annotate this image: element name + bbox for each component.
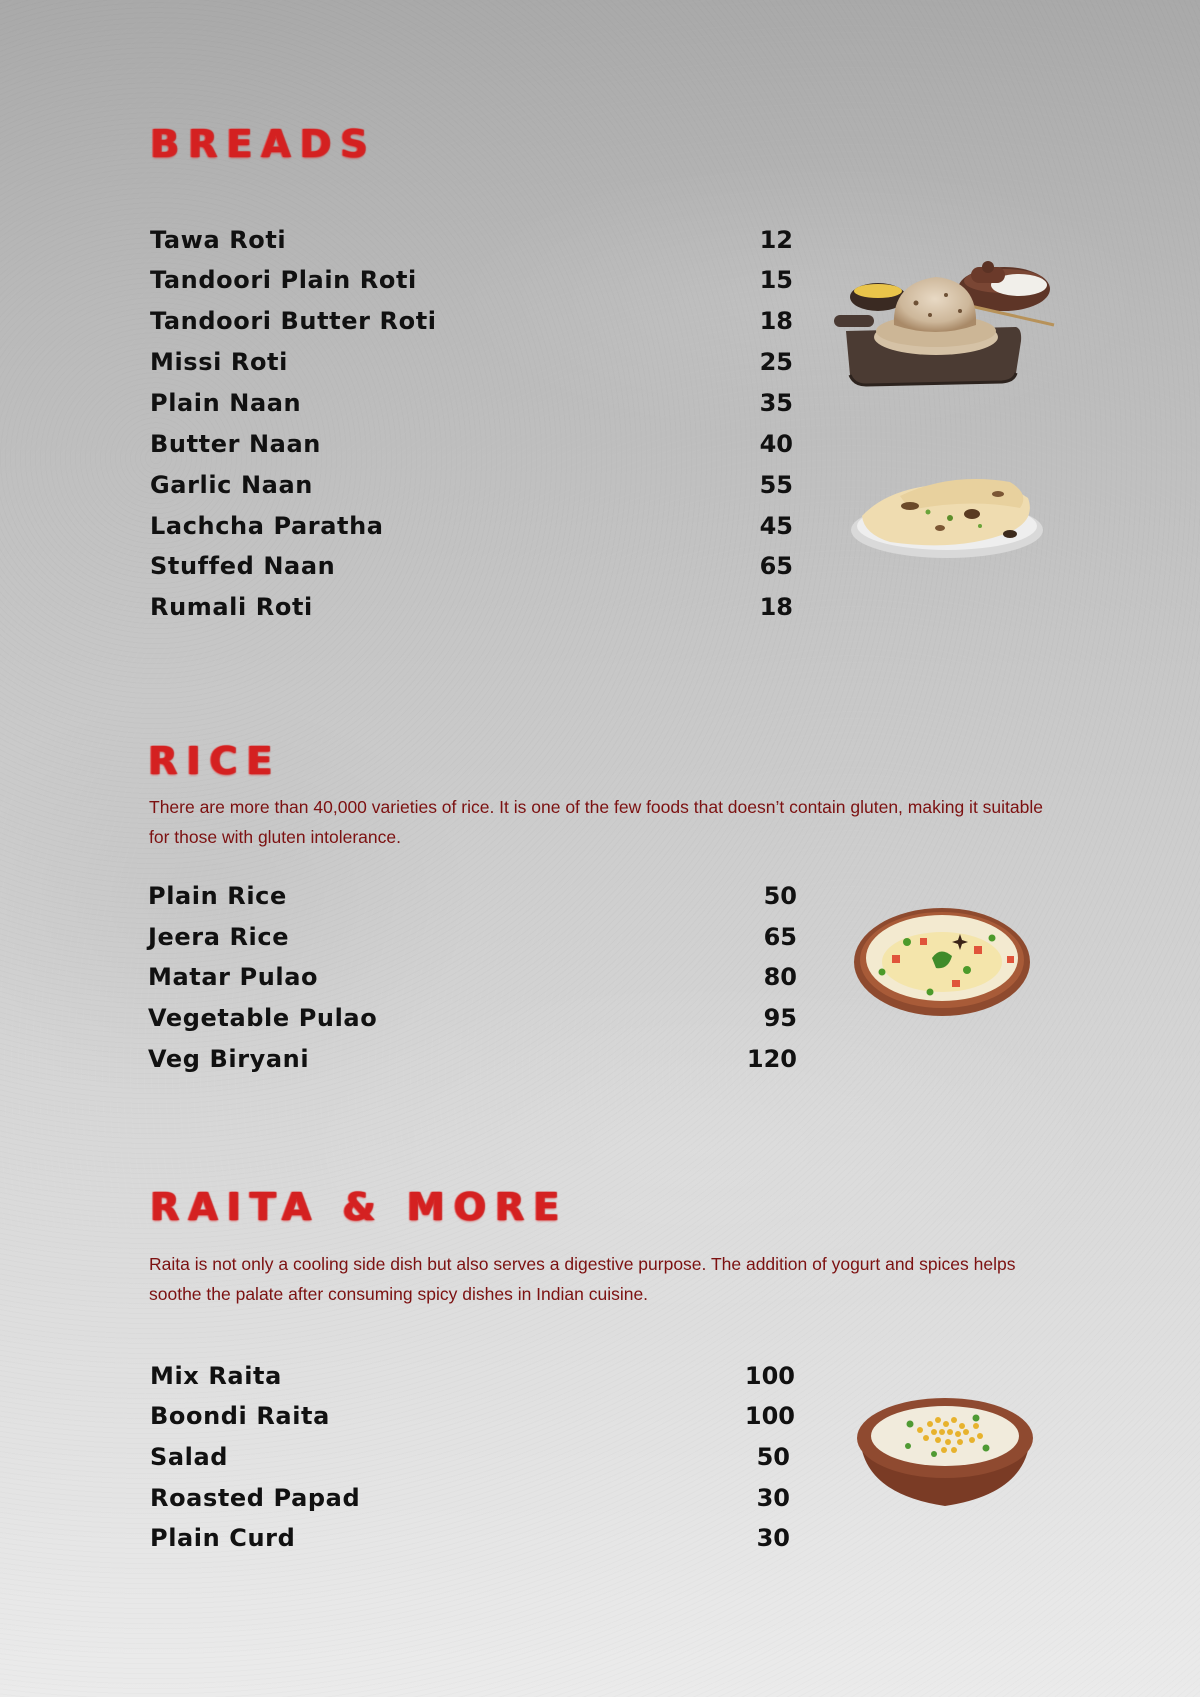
item-name: Mix Raita <box>150 1362 282 1390</box>
section-description-raita: Raita is not only a cooling side dish but also serves a digestive purpose. The addition of yogurt and spices helps soothe the palate after consuming spicy dishes in Indian cuisine. <box>149 1254 1016 1304</box>
menu-item <box>150 1520 790 1556</box>
section-title-breads: BREADS <box>150 122 377 166</box>
menu-item <box>150 467 793 503</box>
item-price: 95 <box>763 1004 797 1032</box>
menu-item <box>150 222 793 258</box>
item-price: 55 <box>759 471 793 499</box>
item-price: 35 <box>759 389 793 417</box>
item-price: 50 <box>756 1443 790 1471</box>
item-name: Boondi Raita <box>150 1402 330 1430</box>
menu-item <box>148 878 797 914</box>
item-name: Butter Naan <box>150 430 321 458</box>
item-price: 30 <box>756 1524 790 1552</box>
item-name: Jeera Rice <box>148 923 290 951</box>
item-price: 45 <box>759 512 793 540</box>
item-name: Stuffed Naan <box>150 552 336 580</box>
menu-item <box>150 1480 790 1516</box>
item-price: 18 <box>759 593 793 621</box>
item-name: Roasted Papad <box>150 1484 361 1512</box>
section-title-raita: RAITA & MORE <box>150 1185 569 1229</box>
section-title-rice: RICE <box>148 739 282 783</box>
menu-item <box>150 344 793 380</box>
item-price: 65 <box>763 923 797 951</box>
menu-item <box>148 1000 797 1036</box>
item-price: 15 <box>759 266 793 294</box>
item-name: Tawa Roti <box>150 226 287 254</box>
menu-item <box>150 385 793 421</box>
item-name: Garlic Naan <box>150 471 313 499</box>
item-price: 12 <box>759 226 793 254</box>
item-price: 40 <box>759 430 793 458</box>
item-price: 65 <box>759 552 793 580</box>
roti-on-board-photo <box>826 255 1066 395</box>
menu-item <box>150 303 793 339</box>
menu-item <box>150 589 793 625</box>
section-description-rice: There are more than 40,000 varieties of rice. It is one of the few foods that doesn’t contain gluten, making it suitable for those with gluten intolerance. <box>149 797 1043 847</box>
item-name: Plain Rice <box>148 882 287 910</box>
item-price: 120 <box>746 1045 797 1073</box>
menu-item <box>148 919 797 955</box>
item-name: Tandoori Butter Roti <box>150 307 437 335</box>
item-name: Tandoori Plain Roti <box>150 266 417 294</box>
menu-item <box>150 1439 790 1475</box>
item-name: Rumali Roti <box>150 593 313 621</box>
menu-item <box>150 262 793 298</box>
item-name: Vegetable Pulao <box>148 1004 378 1032</box>
naan-plate-photo <box>850 468 1045 562</box>
item-name: Missi Roti <box>150 348 288 376</box>
item-price: 80 <box>763 963 797 991</box>
menu-item <box>150 1358 795 1394</box>
item-price: 100 <box>744 1402 795 1430</box>
item-name: Plain Naan <box>150 389 302 417</box>
item-price: 50 <box>763 882 797 910</box>
menu-item <box>148 959 797 995</box>
menu-item <box>150 426 793 462</box>
item-price: 18 <box>759 307 793 335</box>
item-name: Plain Curd <box>150 1524 296 1552</box>
item-price: 100 <box>744 1362 795 1390</box>
veg-pulao-bowl-photo <box>852 900 1032 1018</box>
menu-item <box>150 548 793 584</box>
menu-item <box>148 1041 797 1077</box>
menu-item <box>150 508 793 544</box>
item-name: Veg Biryani <box>148 1045 310 1073</box>
item-name: Salad <box>150 1443 229 1471</box>
boondi-raita-bowl-photo <box>850 1390 1040 1512</box>
item-name: Lachcha Paratha <box>150 512 384 540</box>
item-price: 25 <box>759 348 793 376</box>
item-price: 30 <box>756 1484 790 1512</box>
item-name: Matar Pulao <box>148 963 319 991</box>
menu-item <box>150 1398 795 1434</box>
